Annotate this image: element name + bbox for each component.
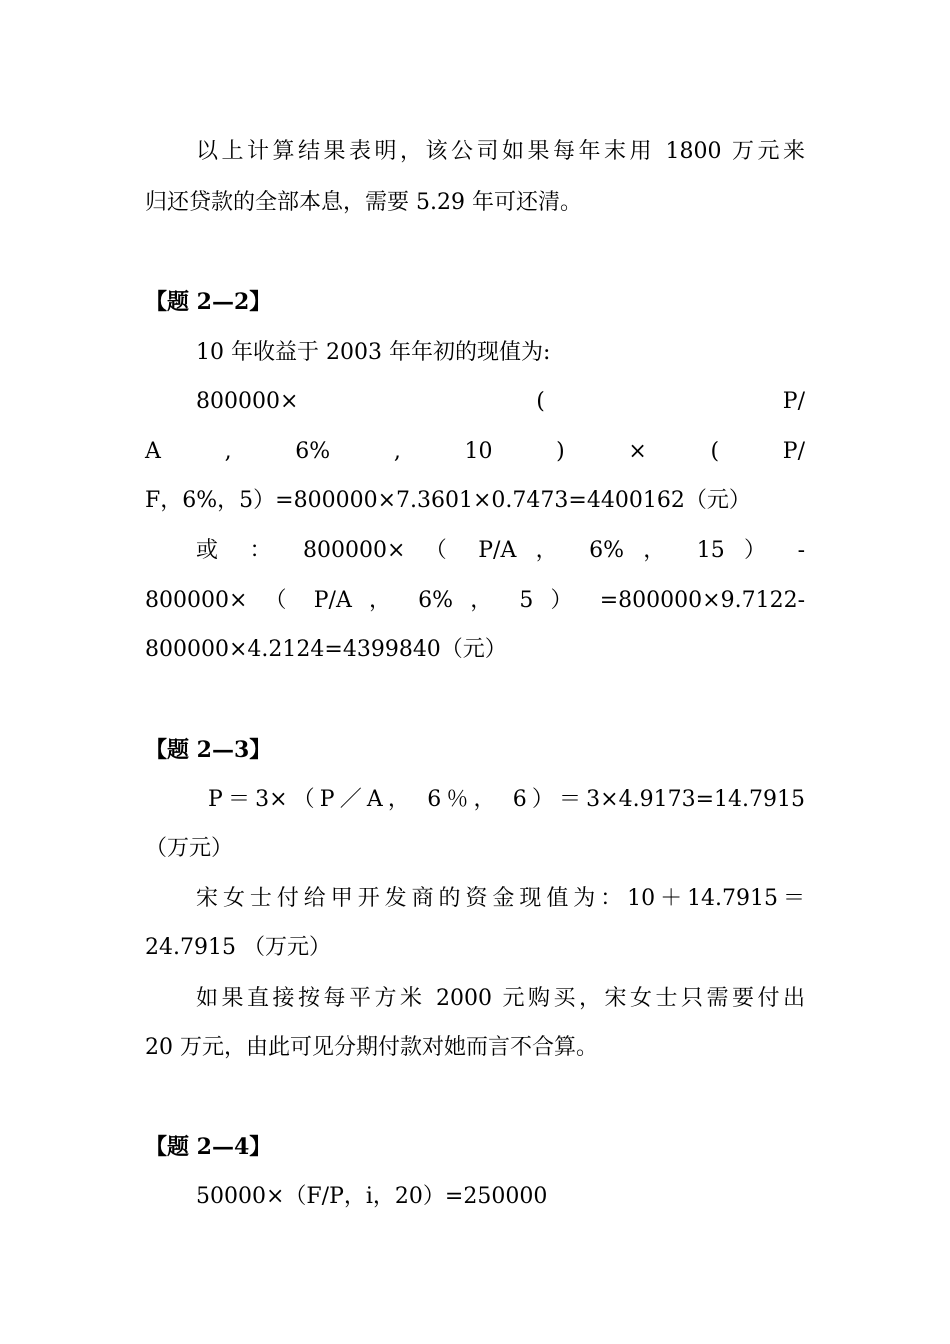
intro-line-2: 归还贷款的全部本息，需要 5.29 年可还清。 — [145, 190, 582, 215]
q2-2-line-2: 800000× ( P/ — [196, 389, 805, 414]
q2-3-line-4: 24.7915 （万元） — [145, 935, 331, 960]
q2-2-line-4: F，6%，5）=800000×7.3601×0.7473=4400162（元） — [145, 488, 751, 513]
q2-2-line-6: 800000× （ P/A ， 6% ， 5 ） =800000×9.7122- — [145, 588, 805, 613]
heading-q2-4: 【题 2—4】 — [145, 1134, 272, 1160]
q2-3-line-3: 宋女士付给甲开发商的资金现值为：10＋14.7915＝ — [196, 886, 805, 911]
q2-2-line-5: 或 ： 800000× （ P/A ， 6% ， 15 ） - — [196, 538, 805, 563]
intro-line-1: 以上计算结果表明，该公司如果每年末用 1800 万元来 — [196, 139, 805, 164]
q2-2-line-1: 10 年收益于 2003 年年初的现值为: — [196, 340, 551, 365]
q2-2-line-3: A , 6% , 10 ) × ( P/ — [145, 439, 805, 464]
q2-3-line-1: P＝3×（P／A， 6％， 6）＝3×4.9173=14.7915 — [208, 787, 805, 812]
q2-4-line-1: 50000×（F/P，i，20）=250000 — [196, 1184, 548, 1209]
q2-3-line-2: （万元） — [145, 836, 234, 861]
heading-q2-3: 【题 2—3】 — [145, 737, 272, 763]
q2-2-line-7: 800000×4.2124=4399840（元） — [145, 637, 507, 662]
heading-q2-2: 【题 2—2】 — [145, 289, 272, 315]
q2-3-line-5: 如果直接按每平方米 2000 元购买，宋女士只需要付出 — [196, 986, 805, 1011]
q2-3-line-6: 20 万元，由此可见分期付款对她而言不合算。 — [145, 1035, 598, 1060]
